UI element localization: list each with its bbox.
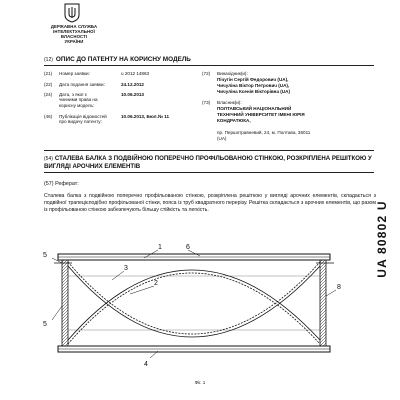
field-code: (22) <box>44 82 53 87</box>
abstract-heading: (57) Реферат: <box>44 181 79 187</box>
field-code: (72) <box>202 71 211 76</box>
invention-title <box>44 155 374 170</box>
office-line: УКРАЇНИ <box>64 39 84 44</box>
publication-value: 10.06.2013, Бюл.№ 11 <box>121 114 170 119</box>
document-type-title <box>44 56 191 63</box>
document-type-code: (12) <box>44 57 53 63</box>
office-line: ДЕРЖАВНА СЛУЖБА <box>50 24 98 29</box>
patent-number-text: UA 80802 U <box>375 200 389 278</box>
owner-name-line: КОНДРАТЮКА, <box>217 118 251 123</box>
inventor-name: Чичуліна Ксенія Вікторівна (UA) <box>217 89 290 94</box>
owner-name-line: ПОЛТАВСЬКИЙ НАЦІОНАЛЬНИЙ <box>217 106 292 111</box>
field-code: (46) <box>44 114 53 119</box>
patent-number-vertical <box>367 178 395 300</box>
field-label: Винахідник(и): <box>217 71 248 76</box>
title-divider <box>44 172 374 173</box>
effective-date-value: 10.06.2013 <box>121 92 144 97</box>
document-type-text: ОПИС ДО ПАТЕНТУ НА КОРИСНУ МОДЕЛЬ <box>55 56 191 63</box>
office-line: ІНТЕЛЕКТУАЛЬНОЇ <box>53 29 95 34</box>
owner-name-line: ТЕХНІЧНИЙ УНІВЕРСИТЕТ ІМЕНІ ЮРІЯ <box>217 112 305 117</box>
right-end-stiffener <box>316 260 334 346</box>
field-code: (24) <box>44 92 53 97</box>
trident-emblem-icon <box>64 3 80 23</box>
application-number-value: u 2012 14863 <box>121 71 150 76</box>
field-label: Дата подання заявки: <box>59 82 105 87</box>
header-divider <box>44 65 374 66</box>
arch-elements <box>68 262 320 344</box>
field-label: Дата, з якої є чинними права на корисну модель: <box>59 92 98 108</box>
field-label: Власник(и): <box>217 100 242 105</box>
callout-5-mid: 5 <box>43 321 47 328</box>
bottom-chord <box>58 346 330 352</box>
fields-divider <box>44 150 374 151</box>
title-code: (54) <box>44 156 53 162</box>
field-label: Номер заявки: <box>59 71 90 76</box>
inventor-name: Чичуліна Віктор Петрович (UA), <box>217 83 290 88</box>
figure-caption: Фіг. 1 <box>194 380 206 385</box>
callout-4: 4 <box>144 361 148 368</box>
left-end-stiffener <box>54 260 72 346</box>
field-code: (73) <box>202 100 211 105</box>
callout-2: 2 <box>154 280 158 287</box>
callout-leaders <box>52 250 336 358</box>
beam-drawing <box>40 236 350 372</box>
callout-6: 6 <box>186 244 190 251</box>
top-chord <box>58 254 330 260</box>
callout-1: 1 <box>158 244 162 251</box>
field-code: (21) <box>44 71 53 76</box>
office-line: ВЛАСНОСТІ <box>60 34 88 39</box>
inventor-name: Пічугін Сергій Федорович (UA), <box>217 77 289 82</box>
callout-3: 3 <box>124 265 128 272</box>
callout-8: 8 <box>337 284 341 291</box>
filing-date-value: 24.12.2012 <box>121 82 144 87</box>
invention-title-text: СТАЛЕВА БАЛКА З ПОДВІЙНОЮ ПОПЕРЕЧНО ПРОФІЛЬОВАНОЮ СТІНКОЮ, РОЗКРІПЛЕНА РЕШІТКОЮ У ВИГЛЯДІ АРОЧНИХ ЕЛЕМЕНТІВ <box>44 155 372 170</box>
issuing-office <box>48 24 100 44</box>
callout-labels <box>43 244 341 368</box>
owner-address-line: (UA) <box>217 136 227 141</box>
abstract-text: Сталева балка з подвійною поперечно профільованою стінкою, розкріплена решіткою у вигляді арочних елементів, складається з подвійної трапецієподібно профільованої стінки, пояса із труб квадратного перерізу. Решітка складається з арочних елементів, що разом із профільованою стінкою забезпечують більшу стійкість та легкість. <box>44 193 376 214</box>
owner-address-line: пр. Першотравневий, 24, м. Полтава, 36011 <box>217 130 311 135</box>
field-label: Публікація відомостей про видачу патенту: <box>59 114 107 125</box>
callout-5-top: 5 <box>43 252 47 259</box>
